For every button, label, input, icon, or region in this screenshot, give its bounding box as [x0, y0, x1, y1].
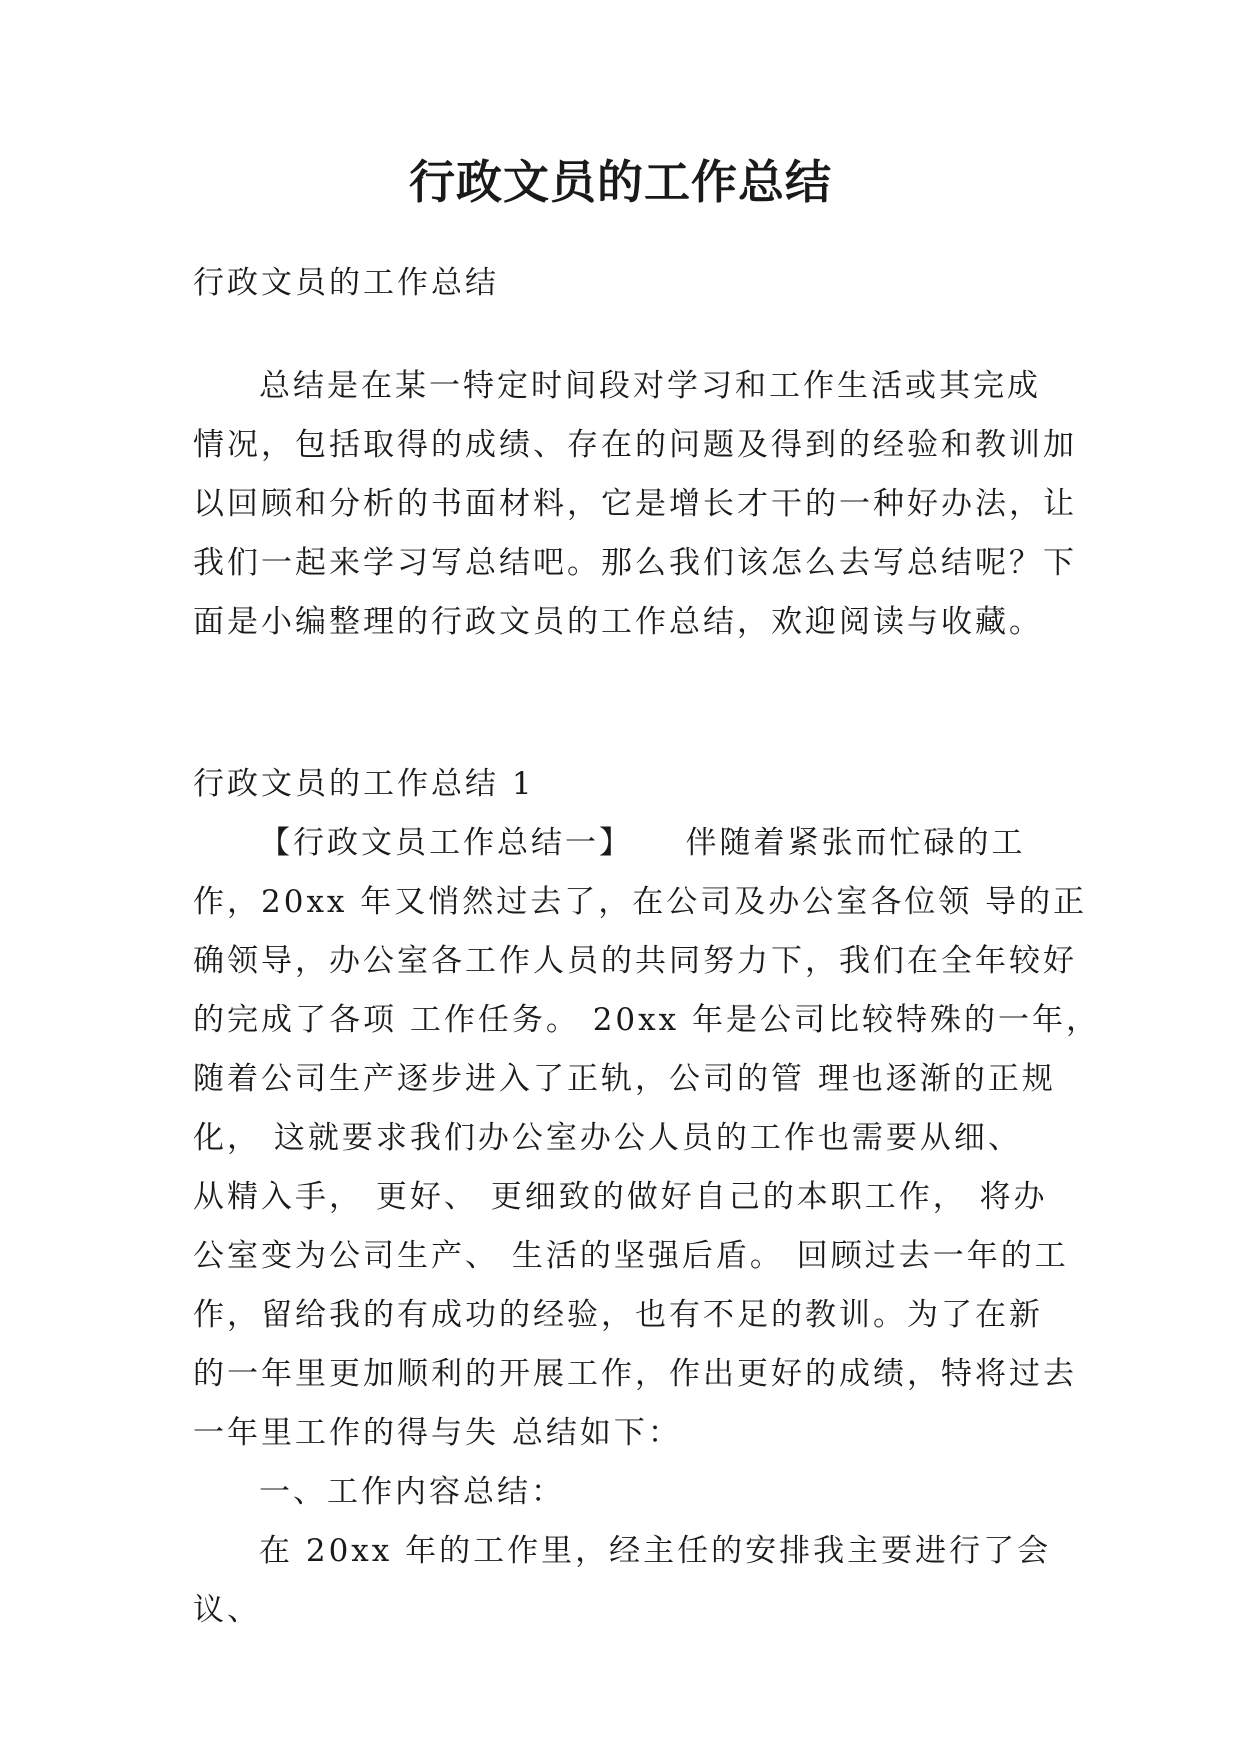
section-line: 的完成了各项 工作任务。 20xx 年是公司比较特殊的一年， — [193, 1002, 1100, 1038]
intro-line: 总结是在某一特定时间段对学习和工作生活或其完成 — [259, 368, 1041, 404]
document-title: 行政文员的工作总结 — [409, 155, 832, 209]
section-line: 公室变为公司生产、 生活的坚强后盾。 回顾过去一年的工 — [193, 1238, 1069, 1274]
section-line: 【行政文员工作总结一】 伴随着紧张而忙碌的工 — [259, 825, 1026, 861]
section-line: 化， 这就要求我们办公室办公人员的工作也需要从细、 — [193, 1120, 1022, 1156]
section-line: 的一年里更加顺利的开展工作，作出更好的成绩，特将过去 — [193, 1356, 1077, 1392]
section-line: 作，20xx 年又悄然过去了，在公司及办公室各位领 导的正 — [193, 884, 1088, 920]
item-heading: 一、工作内容总结： — [259, 1474, 565, 1510]
section-line: 一年里工作的得与失 总结如下： — [193, 1415, 682, 1451]
section-line: 确领导，办公室各工作人员的共同努力下，我们在全年较好 — [193, 943, 1077, 979]
section-line: 随着公司生产逐步进入了正轨，公司的管 理也逐渐的正规 — [193, 1061, 1056, 1097]
section-heading: 行政文员的工作总结 1 — [193, 766, 535, 802]
section-paragraph — [193, 814, 1100, 1463]
intro-line: 面是小编整理的行政文员的工作总结，欢迎阅读与收藏。 — [193, 604, 1043, 640]
intro-paragraph — [193, 357, 1077, 652]
body-line: 在 20xx 年的工作里，经主任的安排我主要进行了会议、 — [193, 1533, 1052, 1628]
intro-line: 情况，包括取得的成绩、存在的问题及得到的经验和教训加 — [193, 427, 1077, 463]
section-line: 作，留给我的有成功的经验，也有不足的教训。为了在新 — [193, 1297, 1043, 1333]
section-line: 从精入手， 更好、 更细致的做好自己的本职工作， 将办 — [193, 1179, 1048, 1215]
document-subtitle: 行政文员的工作总结 — [193, 265, 499, 301]
intro-line: 以回顾和分析的书面材料，它是增长才干的一种好办法，让 — [193, 486, 1077, 522]
intro-line: 我们一起来学习写总结吧。那么我们该怎么去写总结呢？下 — [193, 545, 1077, 581]
